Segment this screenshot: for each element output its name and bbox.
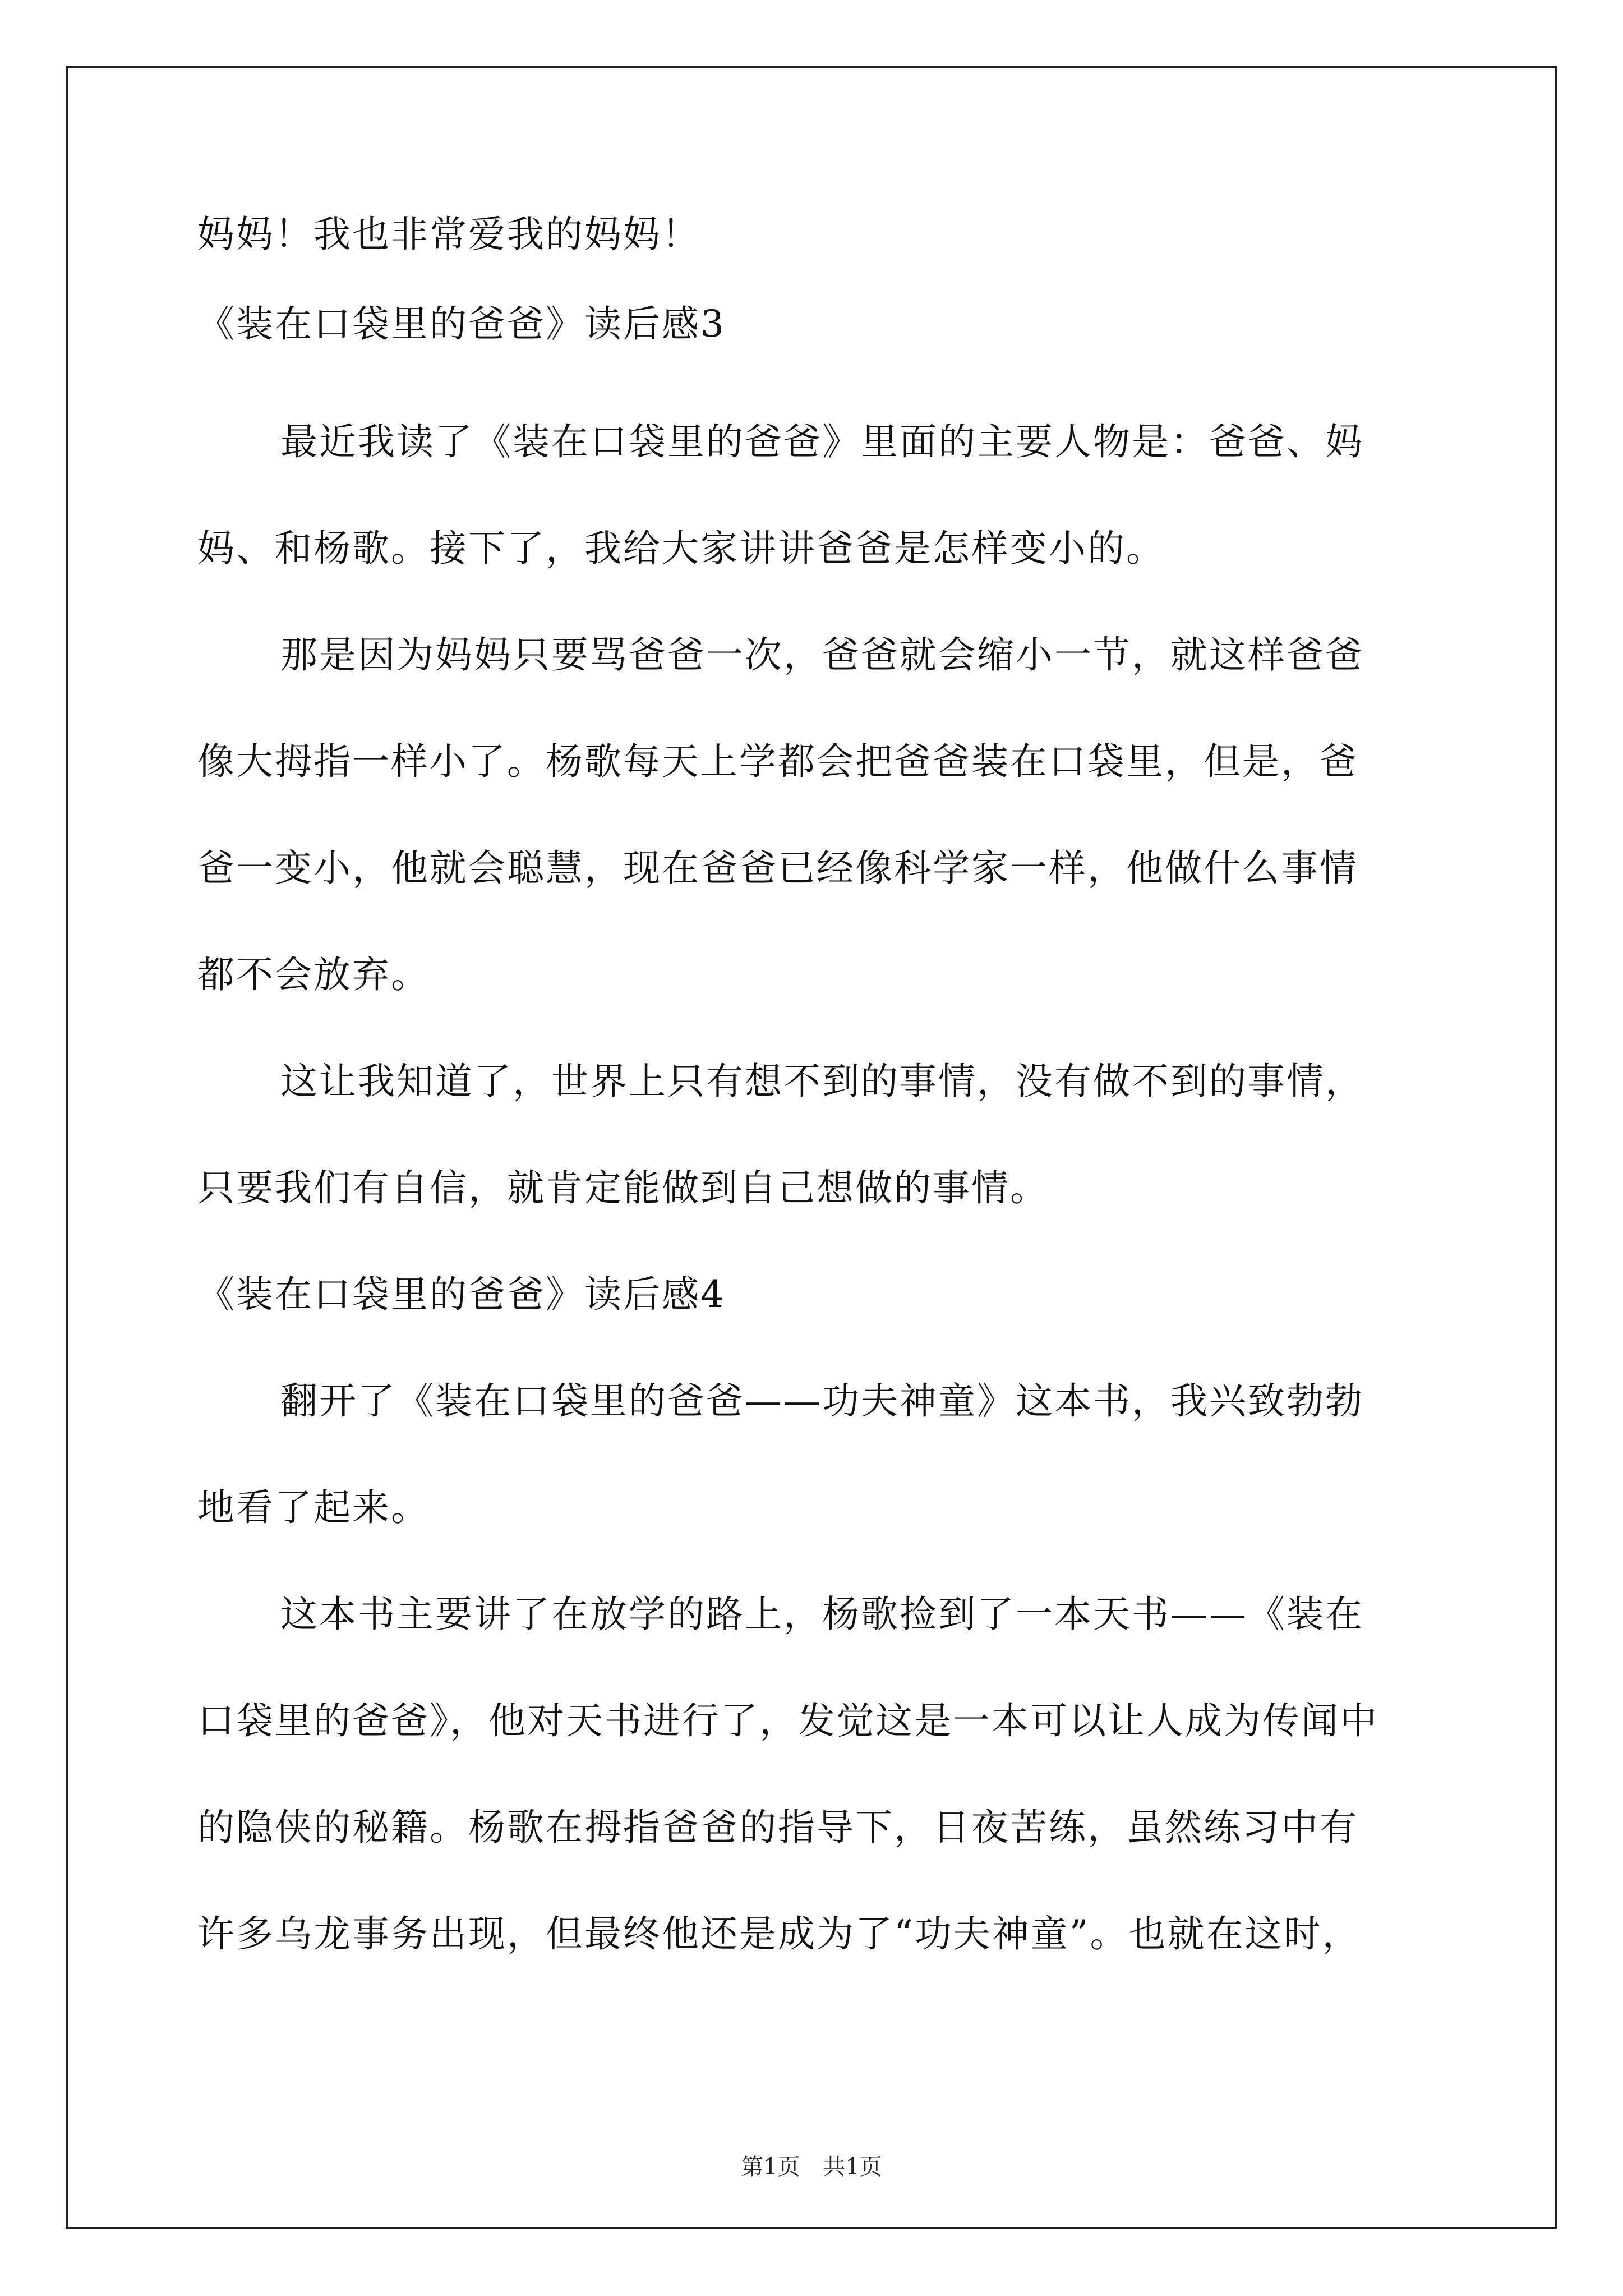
section-heading: 《装在口袋里的爸爸》读后感3 — [197, 302, 726, 346]
paragraph-line: 翻开了《装在口袋里的爸爸——功夫神童》这本书，我兴致勃勃 — [280, 1379, 1364, 1423]
paragraph-line: 的隐侠的秘籍。杨歌在拇指爸爸的指导下，日夜苦练，虽然练习中有 — [197, 1806, 1358, 1849]
paragraph-line: 爸一变小，他就会聪慧，现在爸爸已经像科学家一样，他做什么事情 — [197, 846, 1358, 890]
paragraph-line: 许多乌龙事务出现，但最终他还是成为了“功夫神童”。也就在这时， — [197, 1912, 1361, 1955]
paragraph-line: 都不会放弃。 — [197, 953, 430, 996]
paragraph-line: 那是因为妈妈只要骂爸爸一次，爸爸就会缩小一节，就这样爸爸 — [280, 633, 1364, 677]
paragraph-line: 口袋里的爸爸》，他对天书进行了，发觉这是一本可以让人成为传闻中 — [197, 1699, 1378, 1742]
page-border — [66, 66, 1557, 2229]
paragraph-line: 这让我知道了，世界上只有想不到的事情，没有做不到的事情， — [280, 1060, 1364, 1103]
paragraph-line: 像大拇指一样小了。杨歌每天上学都会把爸爸装在口袋里，但是，爸 — [197, 740, 1358, 783]
page-number: 第1页 — [741, 2154, 800, 2180]
paragraph-line: 只要我们有自信，就肯定能做到自己想做的事情。 — [197, 1166, 1049, 1209]
paragraph-line: 最近我读了《装在口袋里的爸爸》里面的主要人物是：爸爸、妈 — [280, 420, 1364, 463]
section-heading: 《装在口袋里的爸爸》读后感4 — [197, 1273, 726, 1316]
page-total: 共1页 — [823, 2154, 882, 2180]
paragraph-line: 妈妈！我也非常爱我的妈妈！ — [197, 213, 700, 256]
paragraph-line: 这本书主要讲了在放学的路上，杨歌捡到了一本天书——《装在 — [280, 1593, 1364, 1636]
paragraph-line: 地看了起来。 — [197, 1486, 430, 1529]
paragraph-line: 妈、和杨歌。接下了，我给大家讲讲爸爸是怎样变小的。 — [197, 527, 1165, 570]
page-footer — [0, 2153, 1623, 2181]
